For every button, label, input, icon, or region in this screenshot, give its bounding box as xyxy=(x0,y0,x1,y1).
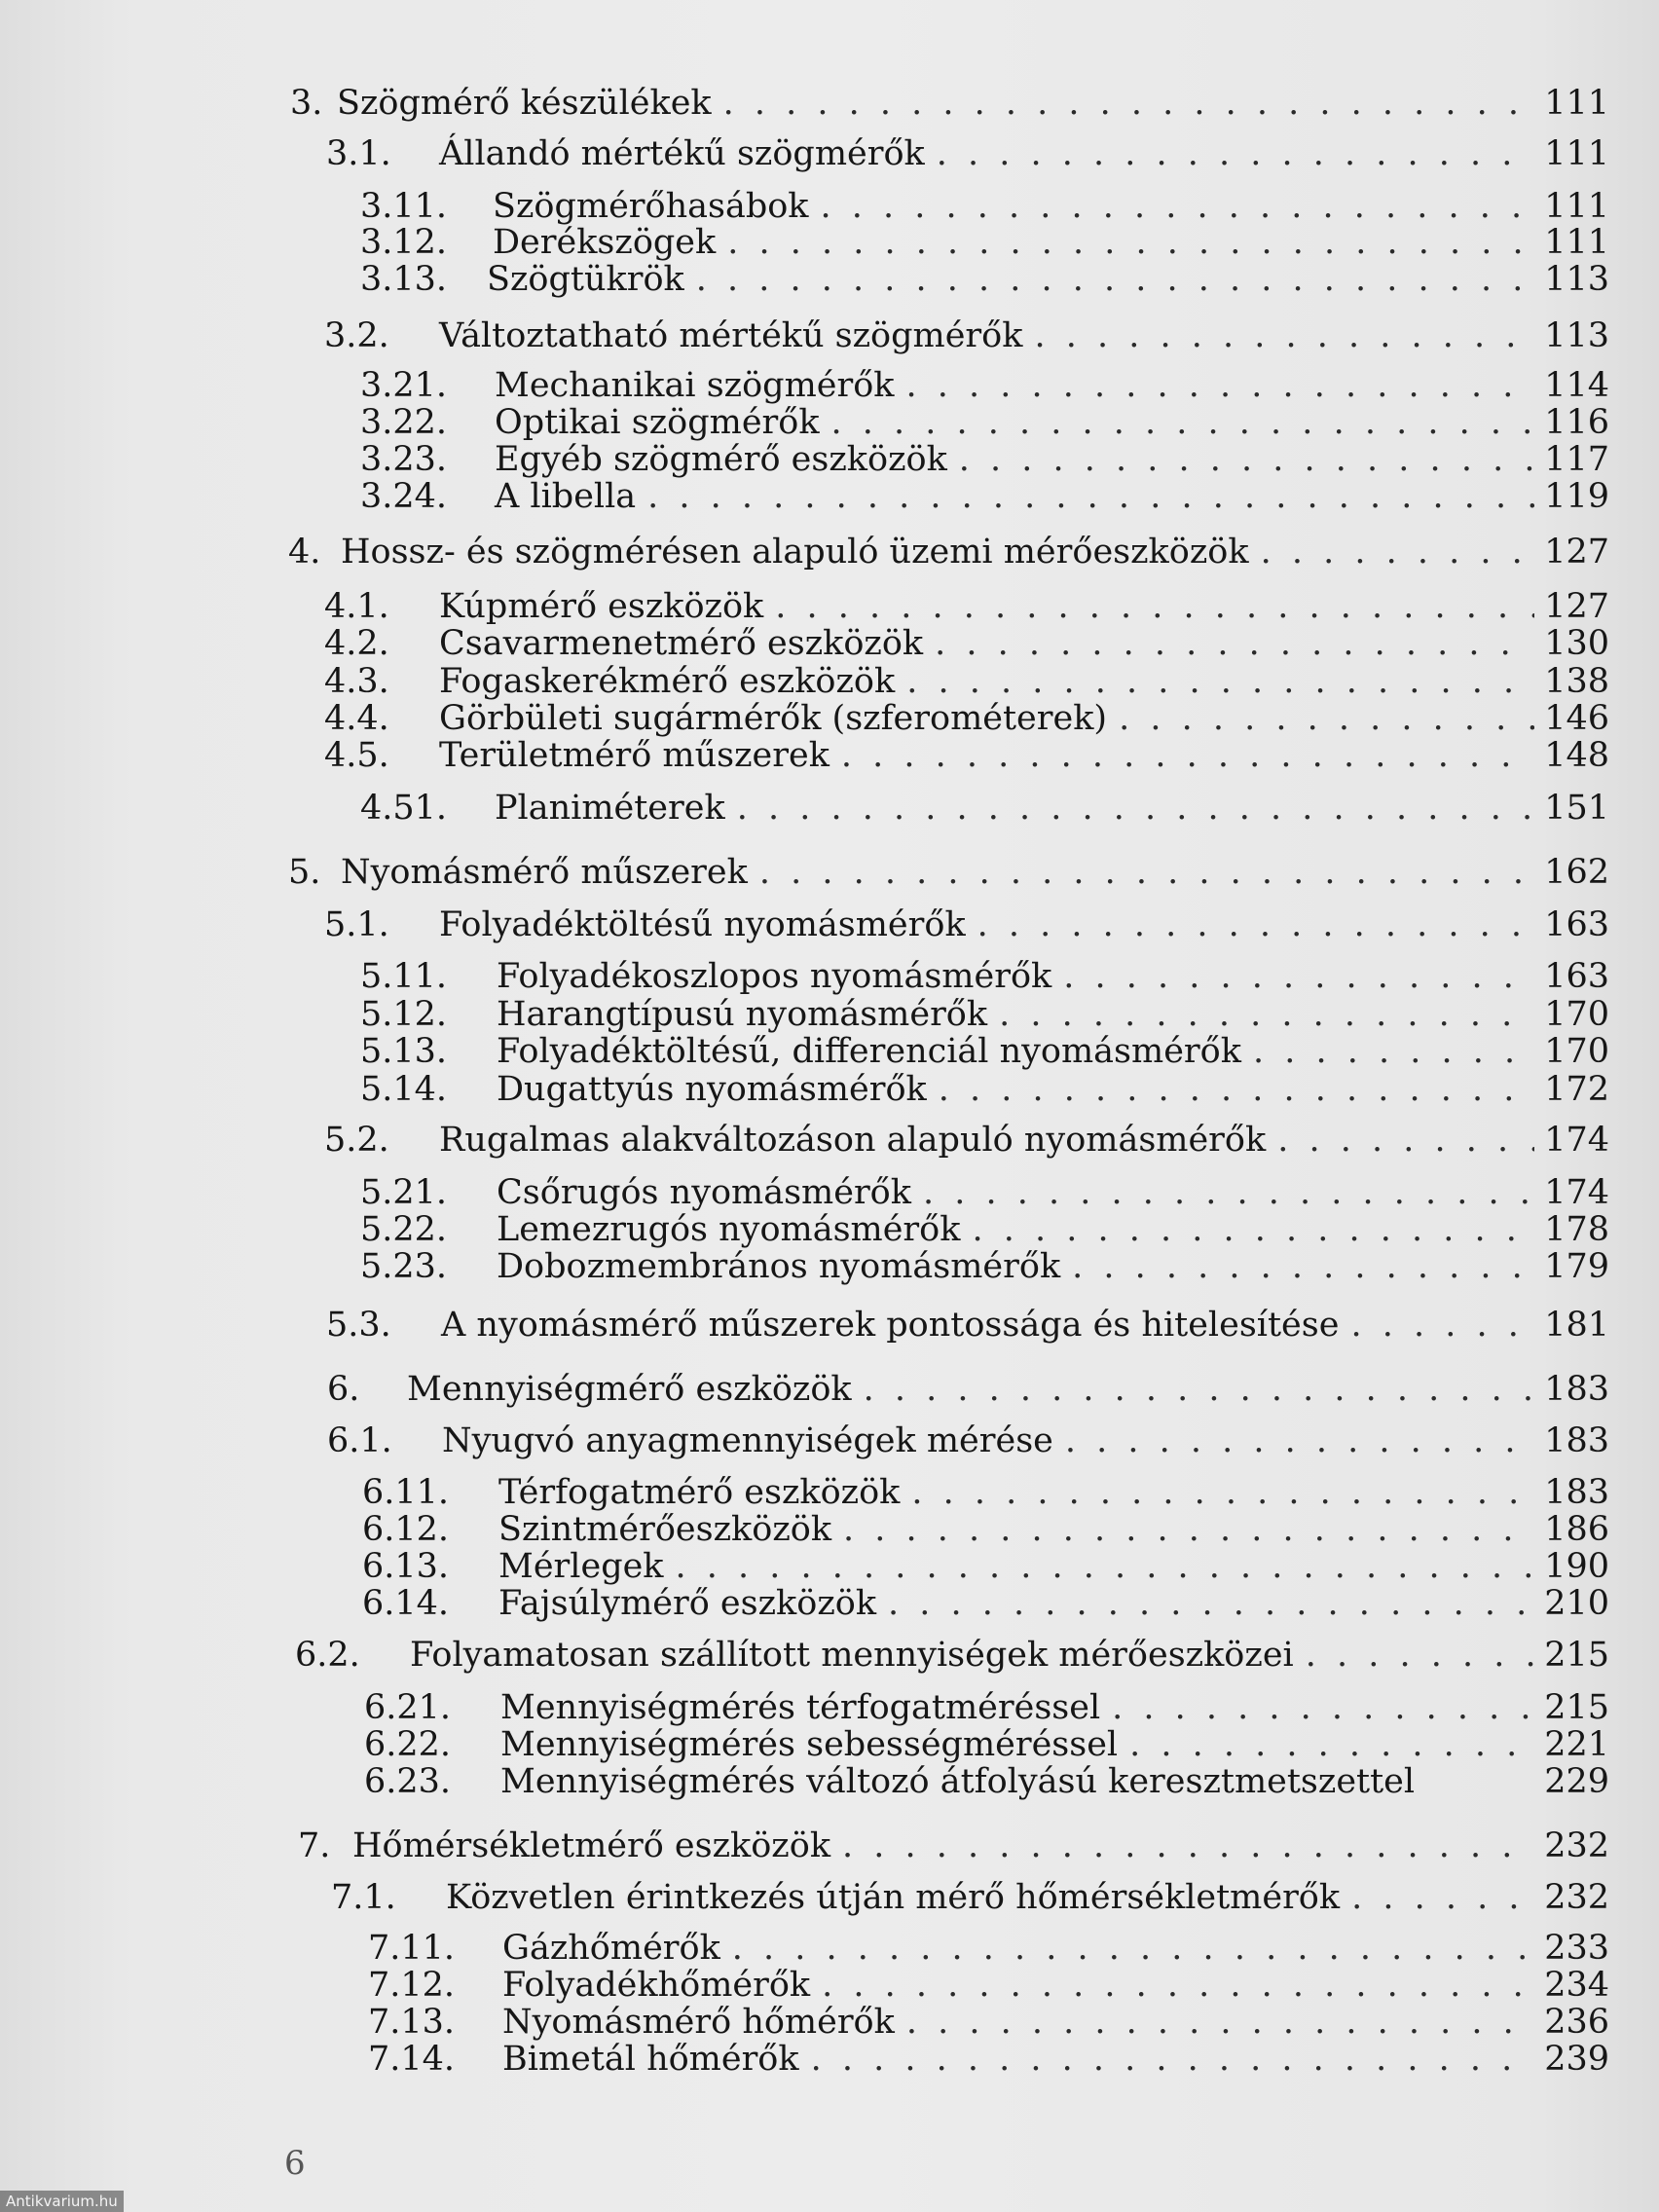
toc-entry xyxy=(360,258,1609,301)
toc-entry-title: Nyugvó anyagmennyiségek mérése xyxy=(442,1421,1053,1460)
dot-leader xyxy=(939,1068,1534,1111)
toc-entry-page: 162 xyxy=(1544,853,1609,892)
toc-entry-page: 186 xyxy=(1544,1510,1609,1549)
toc-entry-number: 5.3. xyxy=(326,1306,391,1345)
toc-entry-number: 3.23. xyxy=(360,440,448,479)
toc-entry-number: 4.3. xyxy=(324,662,389,701)
toc-entry-number: 6.2. xyxy=(295,1636,360,1675)
toc-entry-title: Fajsúlymérő eszközök xyxy=(498,1584,877,1623)
toc-entry-page: 215 xyxy=(1544,1688,1609,1727)
toc-entry-page: 183 xyxy=(1544,1421,1609,1460)
toc-entry-page: 221 xyxy=(1544,1725,1609,1764)
dot-leader xyxy=(1350,1304,1534,1346)
toc-entry-title: Dugattyús nyomásmérők xyxy=(497,1070,927,1109)
toc-entry xyxy=(324,314,1609,357)
toc-entry-title: Folyadéktöltésű, differenciál nyomásmérők xyxy=(497,1032,1241,1071)
toc-entry-number: 5.2. xyxy=(324,1121,389,1160)
toc-entry xyxy=(326,132,1609,175)
dot-leader xyxy=(723,82,1535,125)
toc-entry-title: Állandó mértékű szögmérők xyxy=(439,134,925,173)
dot-leader xyxy=(935,622,1534,665)
dot-leader xyxy=(1277,1119,1534,1161)
toc-entry-page: 117 xyxy=(1544,440,1609,479)
toc-entry-number: 6. xyxy=(327,1370,360,1409)
toc-entry-page: 190 xyxy=(1544,1547,1609,1586)
toc-entry-number: 3.2. xyxy=(324,316,389,355)
toc-entry-title: Nyomásmérő hőmérők xyxy=(502,2003,895,2042)
toc-entry-number: 4.2. xyxy=(324,624,389,663)
toc-entry-number: 3.21. xyxy=(360,366,448,405)
toc-entry-number: 5.11. xyxy=(360,957,448,996)
toc-entry-number: 7.1. xyxy=(331,1878,396,1917)
toc-entry-page: 229 xyxy=(1544,1762,1609,1801)
dot-leader xyxy=(696,258,1534,301)
toc-entry xyxy=(327,1368,1609,1411)
toc-entry-number: 6.11. xyxy=(362,1473,450,1512)
toc-entry xyxy=(362,1582,1609,1625)
toc-entry-number: 7.13. xyxy=(368,2003,456,2042)
toc-entry-title: Hossz- és szögmérésen alapuló üzemi mérőeszközök xyxy=(341,533,1249,571)
toc-entry-number: 5.13. xyxy=(360,1032,448,1071)
toc-entry-page: 234 xyxy=(1544,1966,1609,2005)
toc-entry-page: 111 xyxy=(1544,84,1609,123)
toc-entry-page: 179 xyxy=(1544,1247,1609,1286)
toc-entry-title: Hőmérsékletmérő eszközök xyxy=(352,1826,831,1865)
dot-leader xyxy=(888,1582,1534,1625)
toc-entry xyxy=(324,622,1609,665)
dot-leader xyxy=(1065,1419,1534,1462)
toc-entry-number: 5.12. xyxy=(360,995,448,1034)
toc-entry-page: 215 xyxy=(1544,1636,1609,1675)
toc-entry-page: 210 xyxy=(1544,1584,1609,1623)
toc-entry-number: 5.14. xyxy=(360,1070,448,1109)
toc-entry xyxy=(324,734,1609,777)
toc-entry xyxy=(327,1419,1609,1462)
toc-entry-number: 3.22. xyxy=(360,403,448,442)
toc-entry-page: 148 xyxy=(1544,736,1609,775)
toc-entry xyxy=(298,1825,1609,1867)
toc-entry-page: 163 xyxy=(1544,905,1609,944)
toc-entry-title: Bimetál hőmérők xyxy=(502,2040,799,2079)
toc-entry-page: 146 xyxy=(1544,699,1609,738)
toc-entry-number: 6.23. xyxy=(364,1762,452,1801)
toc-entry-page: 127 xyxy=(1544,533,1609,571)
dot-leader xyxy=(737,787,1535,830)
toc-entry xyxy=(324,903,1609,946)
toc-entry-page: 113 xyxy=(1544,316,1609,355)
toc-entry xyxy=(324,1119,1609,1161)
toc-entry-page: 119 xyxy=(1544,477,1609,516)
toc-entry-page: 239 xyxy=(1544,2040,1609,2079)
toc-entry-number: 7.14. xyxy=(368,2040,456,2079)
toc-entry-number: 4. xyxy=(288,533,321,571)
toc-entry xyxy=(288,531,1609,573)
toc-entry-number: 5.21. xyxy=(360,1173,448,1212)
dot-leader xyxy=(841,734,1534,777)
dot-leader xyxy=(864,1368,1535,1411)
toc-entry-title: Kúpmérő eszközök xyxy=(439,587,764,626)
toc-entry-number: 5. xyxy=(288,853,321,892)
toc-entry xyxy=(360,1245,1609,1288)
toc-entry-page: 233 xyxy=(1544,1929,1609,1968)
toc-entry-page: 236 xyxy=(1544,2003,1609,2042)
toc-entry-page: 151 xyxy=(1544,789,1609,828)
toc-entry xyxy=(331,1876,1609,1919)
toc-entry-number: 4.5. xyxy=(324,736,389,775)
dot-leader xyxy=(842,1825,1534,1867)
toc-entry xyxy=(368,2038,1609,2081)
toc-entry-page: 232 xyxy=(1544,1826,1609,1865)
toc-entry-number: 3.12. xyxy=(360,223,448,262)
toc-entry-title: Szögmérőhasábok xyxy=(493,187,809,226)
toc-entry-title: Folyamatosan szállított mennyiségek mérőeszközei xyxy=(410,1636,1294,1675)
toc-entry-title: Mechanikai szögmérők xyxy=(495,366,895,405)
toc-entry-number: 4.1. xyxy=(324,587,389,626)
toc-entry-title: Közvetlen érintkezés útján mérő hőmérsékletmérők xyxy=(446,1878,1341,1917)
toc-entry-number: 6.14. xyxy=(362,1584,450,1623)
toc-entry-title: Területmérő műszerek xyxy=(439,736,830,775)
dot-leader xyxy=(937,132,1534,175)
toc-entry-number: 7.11. xyxy=(368,1929,456,1968)
toc-entry xyxy=(360,787,1609,830)
dot-leader xyxy=(1072,1245,1534,1288)
dot-leader xyxy=(647,475,1534,518)
toc-entry-number: 3.13. xyxy=(360,260,448,299)
toc-entry-number: 6.21. xyxy=(364,1688,452,1727)
toc-entry-page: 183 xyxy=(1544,1473,1609,1512)
toc-entry xyxy=(360,955,1609,998)
toc-entry-title: Harangtípusú nyomásmérők xyxy=(497,995,988,1034)
toc-entry-title: Lemezrugós nyomásmérők xyxy=(497,1210,961,1249)
toc-entry-number: 7. xyxy=(298,1826,331,1865)
toc-entry-title: Egyéb szögmérő eszközök xyxy=(495,440,947,479)
toc-entry-number: 6.1. xyxy=(327,1421,392,1460)
toc-entry-title: Fogaskerékmérő eszközök xyxy=(439,662,896,701)
toc-entry-page: 111 xyxy=(1544,134,1609,173)
toc-entry-title: A libella xyxy=(495,477,637,516)
toc-entry-title: Folyadékoszlopos nyomásmérők xyxy=(497,957,1052,996)
toc-entry-title: Dobozmembrános nyomásmérők xyxy=(497,1247,1061,1286)
toc-entry-title: Derékszögek xyxy=(493,223,717,262)
toc-entry xyxy=(360,1030,1609,1073)
toc-entry-page: 232 xyxy=(1544,1878,1609,1917)
toc-entry-number: 6.13. xyxy=(362,1547,450,1586)
toc-entry-title: Folyadékhőmérők xyxy=(502,1966,811,2005)
toc-entry-title: Görbületi sugármérők (szferométerek) xyxy=(439,699,1108,738)
toc-entry-page: 130 xyxy=(1544,624,1609,663)
toc-entry xyxy=(326,1304,1609,1346)
toc-entry-title: Mennyiségmérés sebességméréssel xyxy=(500,1725,1119,1764)
toc-entry-page: 172 xyxy=(1544,1070,1609,1109)
toc-entry-number: 6.22. xyxy=(364,1725,452,1764)
dot-leader xyxy=(977,903,1535,946)
toc-entry-page: 181 xyxy=(1544,1306,1609,1345)
toc-entry xyxy=(288,851,1609,894)
toc-entry xyxy=(360,475,1609,518)
toc-entry xyxy=(364,1760,1609,1803)
toc-entry-page: 116 xyxy=(1544,403,1609,442)
toc-entry-title: A nyomásmérő műszerek pontossága és hitelesítése xyxy=(441,1306,1340,1345)
dot-leader xyxy=(1253,1030,1534,1073)
toc-entry-page: 178 xyxy=(1544,1210,1609,1249)
toc-entry-number: 3.11. xyxy=(360,187,448,226)
toc-entry-title: Planiméterek xyxy=(495,789,725,828)
toc-entry-number: 3.1. xyxy=(326,134,391,173)
toc-entry-page: 113 xyxy=(1544,260,1609,299)
toc-entry-page: 163 xyxy=(1544,957,1609,996)
toc-entry-title: Térfogatmérő eszközök xyxy=(498,1473,901,1512)
toc-entry xyxy=(290,82,1609,125)
toc-entry-page: 170 xyxy=(1544,1032,1609,1071)
toc-entry-title: Mennyiségmérő eszközök xyxy=(407,1370,852,1409)
toc-entry-page: 114 xyxy=(1544,366,1609,405)
dot-leader xyxy=(1034,314,1534,357)
toc-entry-number: 4.51. xyxy=(360,789,448,828)
toc-entry-page: 170 xyxy=(1544,995,1609,1034)
toc-entry xyxy=(295,1634,1609,1677)
toc-entry-title: Rugalmas alakváltozáson alapuló nyomásmérők xyxy=(439,1121,1267,1160)
page-number: 6 xyxy=(284,2144,306,2183)
toc-entry-number: 5.1. xyxy=(324,905,389,944)
dot-leader xyxy=(1261,531,1535,573)
toc-entry-page: 174 xyxy=(1544,1121,1609,1160)
toc-entry-title: Gázhőmérők xyxy=(502,1929,720,1968)
toc-entry-title: Folyadéktöltésű nyomásmérők xyxy=(439,905,966,944)
toc-entry-page: 127 xyxy=(1544,587,1609,626)
dot-leader xyxy=(759,851,1534,894)
watermark: Antikvarium.hu xyxy=(0,2191,124,2212)
toc-entry-title: Csőrugós nyomásmérők xyxy=(497,1173,911,1212)
toc-entry-title: Csavarmenetmérő eszközök xyxy=(439,624,924,663)
toc-entry-title: Mérlegek xyxy=(498,1547,664,1586)
toc-entry-title: Mennyiségmérés térfogatméréssel xyxy=(500,1688,1101,1727)
toc-entry-number: 7.12. xyxy=(368,1966,456,2005)
toc-entry-page: 183 xyxy=(1544,1370,1609,1409)
toc-entry-title: Szintmérőeszközök xyxy=(498,1510,832,1549)
toc-entry-title: Mennyiségmérés változó átfolyású keresztmetszettel xyxy=(500,1762,1416,1801)
toc-entry-number: 3. xyxy=(290,84,323,123)
dot-leader xyxy=(1351,1876,1534,1919)
toc-entry-number: 5.23. xyxy=(360,1247,448,1286)
toc-entry-title: Optikai szögmérők xyxy=(495,403,820,442)
toc-entry-page: 111 xyxy=(1544,223,1609,262)
toc-entry-page: 174 xyxy=(1544,1173,1609,1212)
toc-entry-title: Változtatható mértékű szögmérők xyxy=(439,316,1023,355)
toc-entry-title: Szögtükrök xyxy=(487,260,684,299)
dot-leader xyxy=(811,2038,1535,2081)
toc-entry-page: 138 xyxy=(1544,662,1609,701)
toc-entry-number: 3.24. xyxy=(360,477,448,516)
dot-leader xyxy=(1063,955,1534,998)
toc-entry-title: Nyomásmérő műszerek xyxy=(341,853,748,892)
toc-entry-page: 111 xyxy=(1544,187,1609,226)
toc-entry-title: Szögmérő készülékek xyxy=(337,84,712,123)
toc-entry xyxy=(360,1068,1609,1111)
dot-leader xyxy=(1306,1634,1534,1677)
toc-entry-number: 5.22. xyxy=(360,1210,448,1249)
toc-entry-number: 4.4. xyxy=(324,699,389,738)
toc-entry-number: 6.12. xyxy=(362,1510,450,1549)
